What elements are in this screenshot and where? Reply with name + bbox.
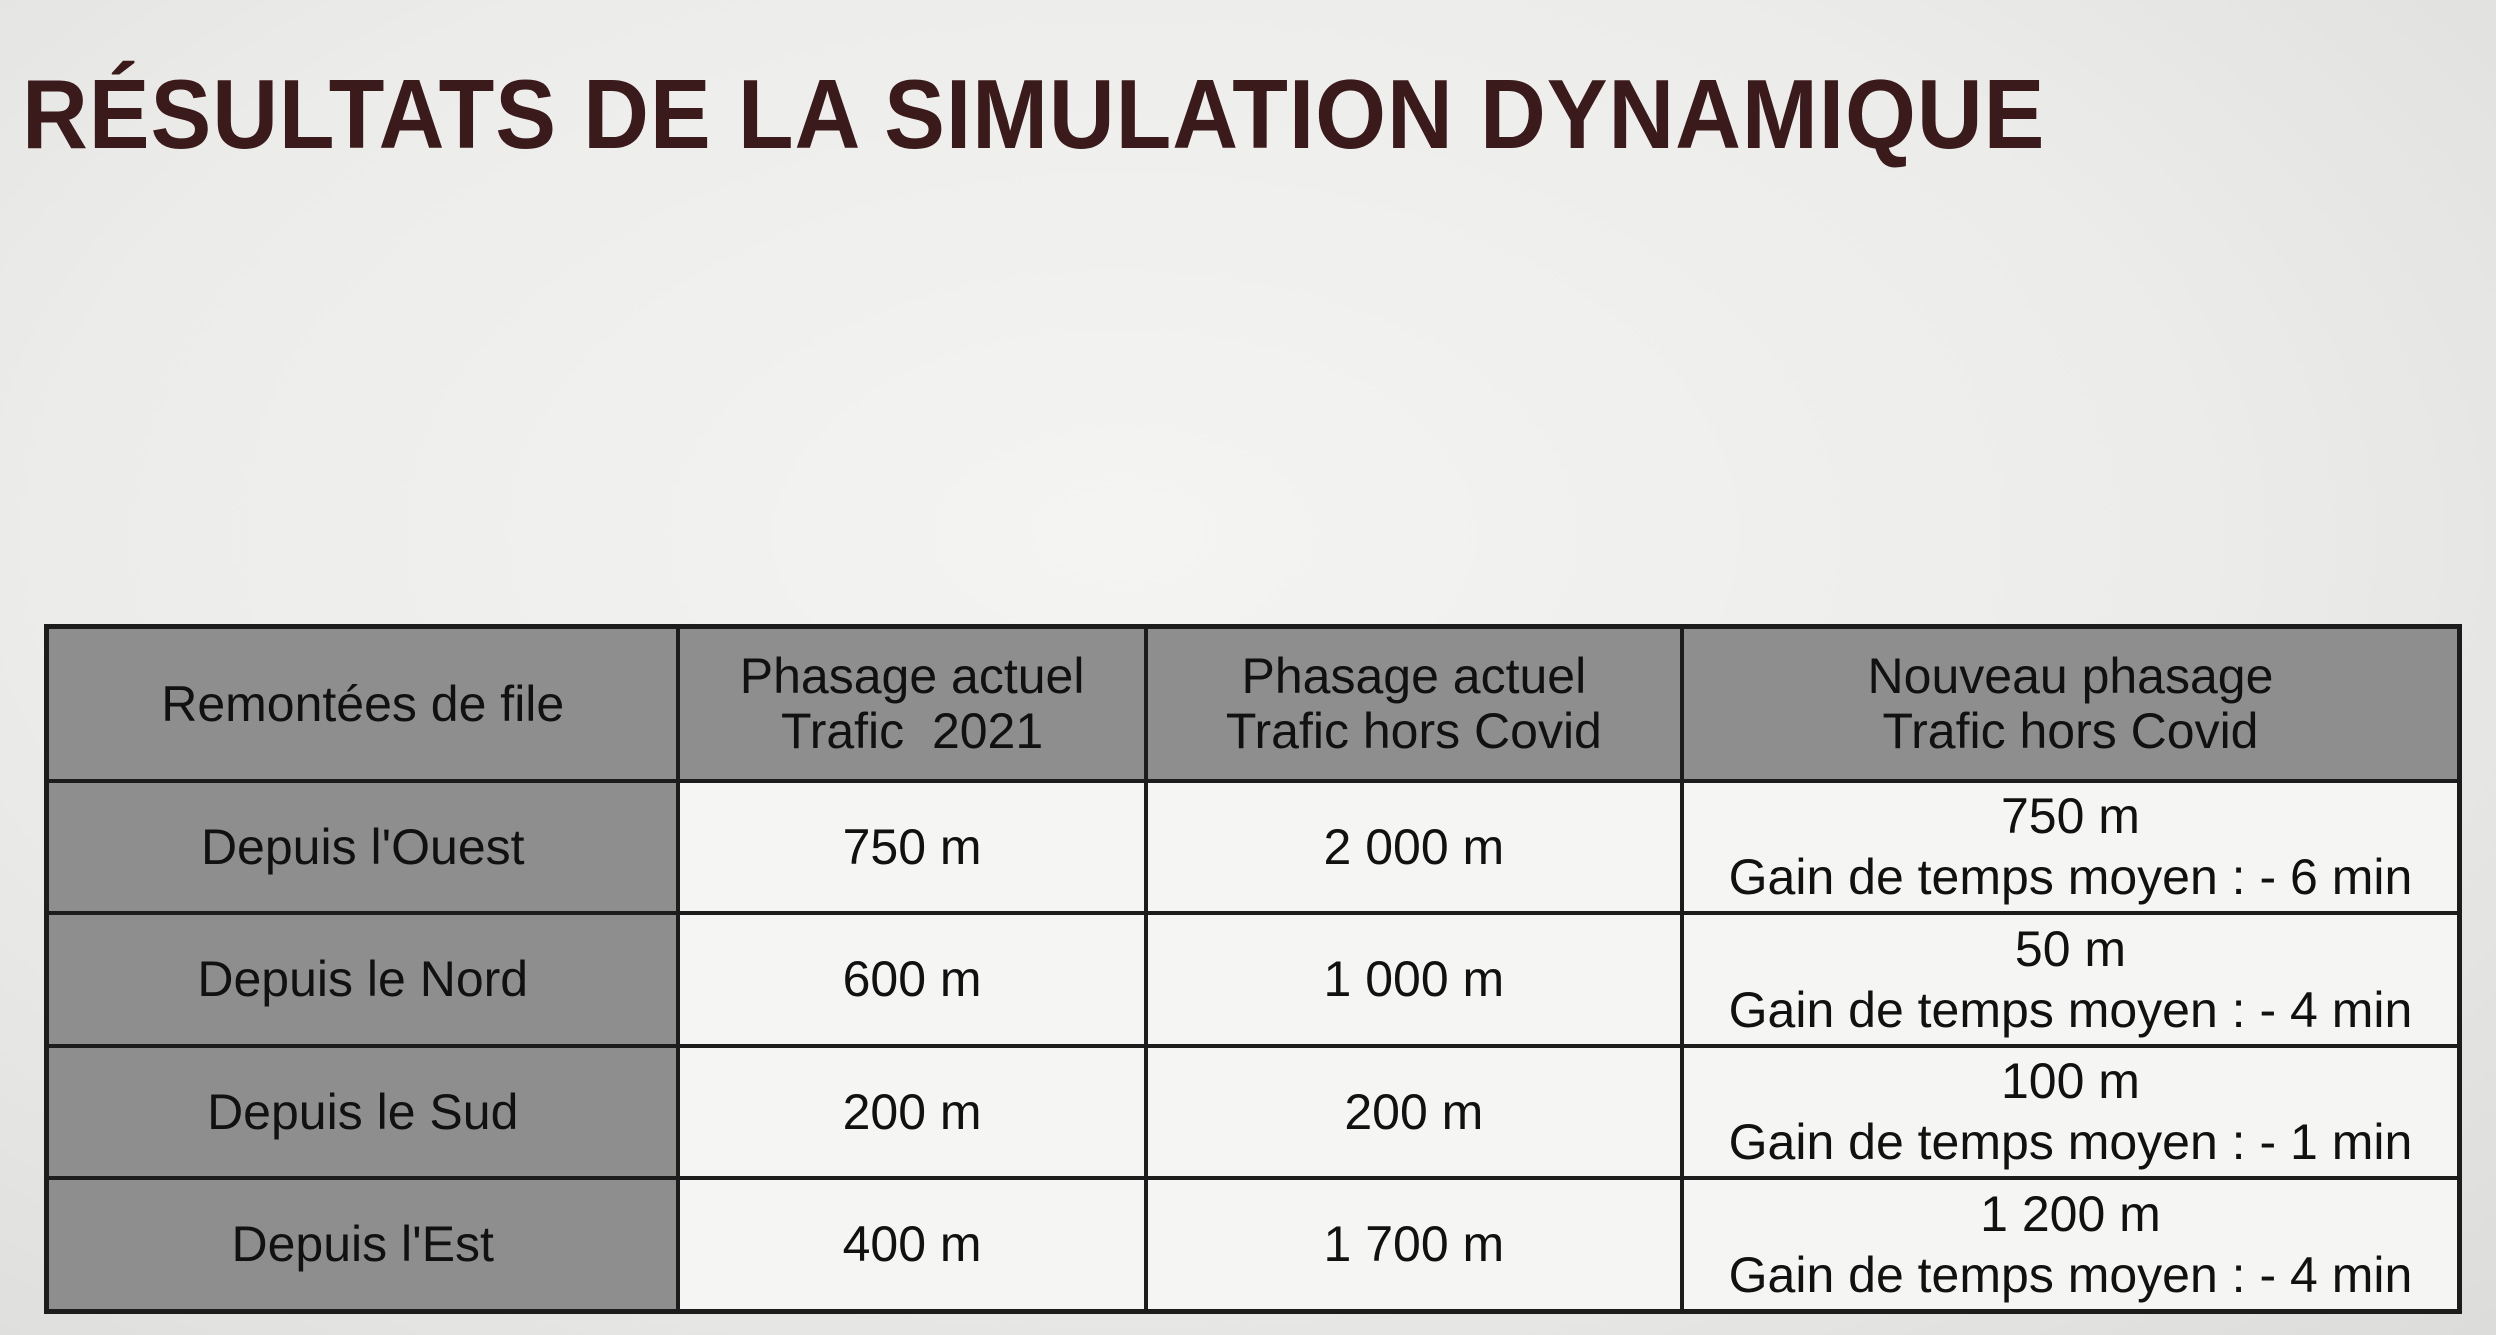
row-label: Depuis le Nord xyxy=(47,913,679,1045)
table-row xyxy=(47,781,2460,913)
cell-trafic-hors-covid: 1 000 m xyxy=(1146,913,1682,1045)
cell-nouveau-phasage xyxy=(1682,913,2460,1045)
header-remontees xyxy=(47,627,679,782)
header-remontees-label: Remontées de file xyxy=(161,675,565,732)
cell-trafic-hors-covid: 200 m xyxy=(1146,1046,1682,1178)
cell-trafic-hors-covid: 2 000 m xyxy=(1146,781,1682,913)
gain-text: Gain de temps moyen : - 6 min xyxy=(1728,849,2413,906)
header-line-2: Trafic 2021 xyxy=(781,703,1044,759)
header-phasage-hors-covid xyxy=(1146,627,1682,782)
gain-text: Gain de temps moyen : - 4 min xyxy=(1728,981,2413,1038)
cell-nouveau-phasage xyxy=(1682,781,2460,913)
nouveau-value: 50 m xyxy=(2014,920,2127,977)
cell-trafic-2021: 200 m xyxy=(678,1046,1145,1178)
results-table xyxy=(44,624,2462,1314)
cell-trafic-hors-covid: 1 700 m xyxy=(1146,1178,1682,1311)
gain-text: Gain de temps moyen : - 1 min xyxy=(1728,1114,2413,1171)
cell-trafic-2021: 600 m xyxy=(678,913,1145,1045)
nouveau-value: 750 m xyxy=(2000,788,2140,845)
header-phasage-2021 xyxy=(678,627,1145,782)
cell-trafic-2021: 750 m xyxy=(678,781,1145,913)
cell-trafic-2021: 400 m xyxy=(678,1178,1145,1311)
header-line-2: Trafic hors Covid xyxy=(1882,703,2259,759)
row-label: Depuis le Sud xyxy=(47,1046,679,1178)
nouveau-value: 1 200 m xyxy=(1980,1185,2161,1242)
table-row xyxy=(47,1178,2460,1311)
table-header-row xyxy=(47,627,2460,782)
cell-nouveau-phasage xyxy=(1682,1178,2460,1311)
header-line-1: Phasage actuel xyxy=(1241,648,1587,704)
row-label: Depuis l'Ouest xyxy=(47,781,679,913)
slide-title: RÉSULTATS DE LA SIMULATION DYNAMIQUE xyxy=(22,59,2046,169)
header-nouveau-phasage xyxy=(1682,627,2460,782)
nouveau-value: 100 m xyxy=(2000,1053,2140,1110)
table-row xyxy=(47,1046,2460,1178)
header-line-1: Phasage actuel xyxy=(739,648,1085,704)
cell-nouveau-phasage xyxy=(1682,1046,2460,1178)
header-line-1: Nouveau phasage xyxy=(1867,648,2274,704)
gain-text: Gain de temps moyen : - 4 min xyxy=(1728,1246,2413,1303)
row-label: Depuis l'Est xyxy=(47,1178,679,1311)
header-line-2: Trafic hors Covid xyxy=(1225,703,1602,759)
results-table-container xyxy=(44,624,2462,1314)
table-row xyxy=(47,913,2460,1045)
